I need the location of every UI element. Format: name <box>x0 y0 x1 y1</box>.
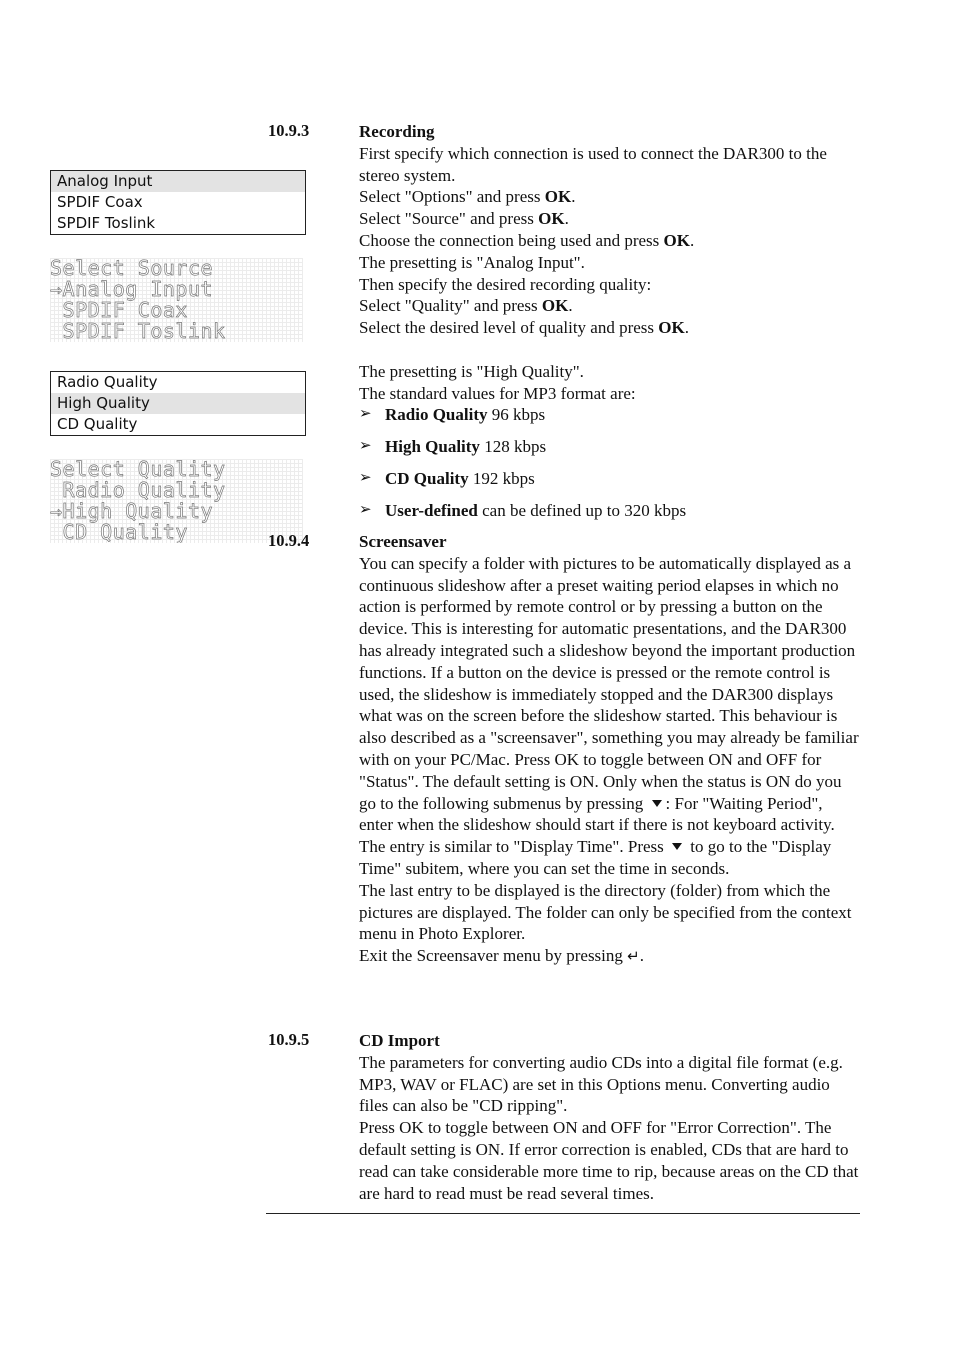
quality-lcd-display <box>50 459 303 543</box>
list-item: ➢ High Quality 128 kbps <box>359 436 859 468</box>
quality-menu-item: CD Quality <box>57 415 138 433</box>
down-arrow-icon <box>672 843 682 850</box>
lcd-line: →High Quality <box>50 499 214 523</box>
source-lcd-display <box>50 258 303 342</box>
source-menu-item: SPDIF Coax <box>57 193 143 211</box>
list-item: ➢ CD Quality 192 kbps <box>359 468 859 500</box>
paragraph: Press OK to toggle between ON and OFF for "Error Correction". The default setting is ON. If error correction is enabled, CDs that are hard to read can take considerable more time to rip, because areas on the CD that are hard to read must be read several times. <box>359 1118 859 1203</box>
arrow-bullet-icon: ➢ <box>359 470 372 487</box>
enter-key-icon: ↵ <box>627 947 640 966</box>
instruction-line: Select the desired level of quality and press OK. <box>359 318 689 338</box>
down-arrow-icon <box>652 800 662 807</box>
instruction-line: Choose the connection being used and press OK. <box>359 230 695 250</box>
paragraph: The standard values for MP3 format are: <box>359 383 636 403</box>
quality-menu-item: Radio Quality <box>57 373 158 391</box>
instruction-line: Select "Source" and press OK. <box>359 209 569 229</box>
paragraph: First specify which connection is used to connect the DAR300 to the stereo system. <box>359 143 827 185</box>
instruction-line: Select "Options" and press OK. <box>359 187 576 207</box>
source-menu-item: Analog Input <box>51 171 305 192</box>
paragraph: Exit the Screensaver menu by pressing ↵. <box>359 946 644 966</box>
section-title: CD Import <box>359 1031 440 1050</box>
section-number: 10.9.3 <box>268 121 310 140</box>
paragraph: You can specify a folder with pictures to be automatically displayed as a continuous slideshow after a preset waiting period elapses in which no action is performed by remote control or by pressing a button on the device. This is interesting for automatic presentations, and the DAR300 has already integrated such a slideshow beyond the important production functions. If a button on the device is pressed or the remote control is used, the slideshow is immediately stopped and the DAR300 displays what was on the screen before the slideshow started. This behaviour is also described as a "screensaver", something you may already be familiar with on your PC/Mac. Press OK to toggle between ON and OFF for "Status". The default setting is ON. Only when the status is ON do you go to the following submenus by pressing : For "Waiting Period", enter when the slideshow should start if there is not keyboard activity. The entry is similar to "Display Time". Press to go to the "Display Time" subitem, where you can set the time in seconds. <box>359 553 859 878</box>
bottom-rule <box>266 1213 860 1214</box>
instruction-line: Select "Quality" and press OK. <box>359 296 573 316</box>
list-item: ➢ User-defined can be defined up to 320 kbps <box>359 500 859 532</box>
lcd-line: CD Quality <box>50 520 188 543</box>
section-cd-import <box>359 1030 859 1204</box>
section-number: 10.9.4 <box>268 531 310 550</box>
lcd-line: →Analog Input <box>50 277 214 301</box>
list-item: ➢ Radio Quality 96 kbps <box>359 404 859 436</box>
lcd-line: Radio Quality <box>50 478 226 502</box>
quality-list <box>359 404 859 532</box>
section-title: Screensaver <box>359 532 447 551</box>
paragraph: The last entry to be displayed is the directory (folder) from which the pictures are displayed. The folder can only be specified from the context menu in Photo Explorer. <box>359 880 852 944</box>
paragraph: The presetting is "Analog Input". <box>359 252 585 272</box>
source-menu-box <box>50 170 306 235</box>
source-menu-item: SPDIF Toslink <box>57 214 156 232</box>
section-number: 10.9.5 <box>268 1030 310 1049</box>
section-screensaver <box>359 531 859 968</box>
arrow-bullet-icon: ➢ <box>359 438 372 455</box>
paragraph: The presetting is "High Quality". <box>359 361 584 381</box>
section-title: Recording <box>359 122 435 141</box>
lcd-line: Select Source <box>50 258 214 280</box>
paragraph: The parameters for converting audio CDs into a digital file format (e.g. MP3, WAV or FLAC) are set in this Options menu. Converting audio files can also be "CD ripping". <box>359 1052 843 1116</box>
quality-menu-item: High Quality <box>51 393 305 414</box>
paragraph: Then specify the desired recording quality: <box>359 274 652 294</box>
arrow-bullet-icon: ➢ <box>359 502 372 519</box>
lcd-line: SPDIF Toslink <box>50 319 226 342</box>
lcd-line: Select Quality <box>50 459 226 481</box>
section-recording <box>359 121 859 532</box>
lcd-line: SPDIF Coax <box>50 298 188 322</box>
quality-menu-box <box>50 371 306 436</box>
arrow-bullet-icon: ➢ <box>359 406 372 423</box>
